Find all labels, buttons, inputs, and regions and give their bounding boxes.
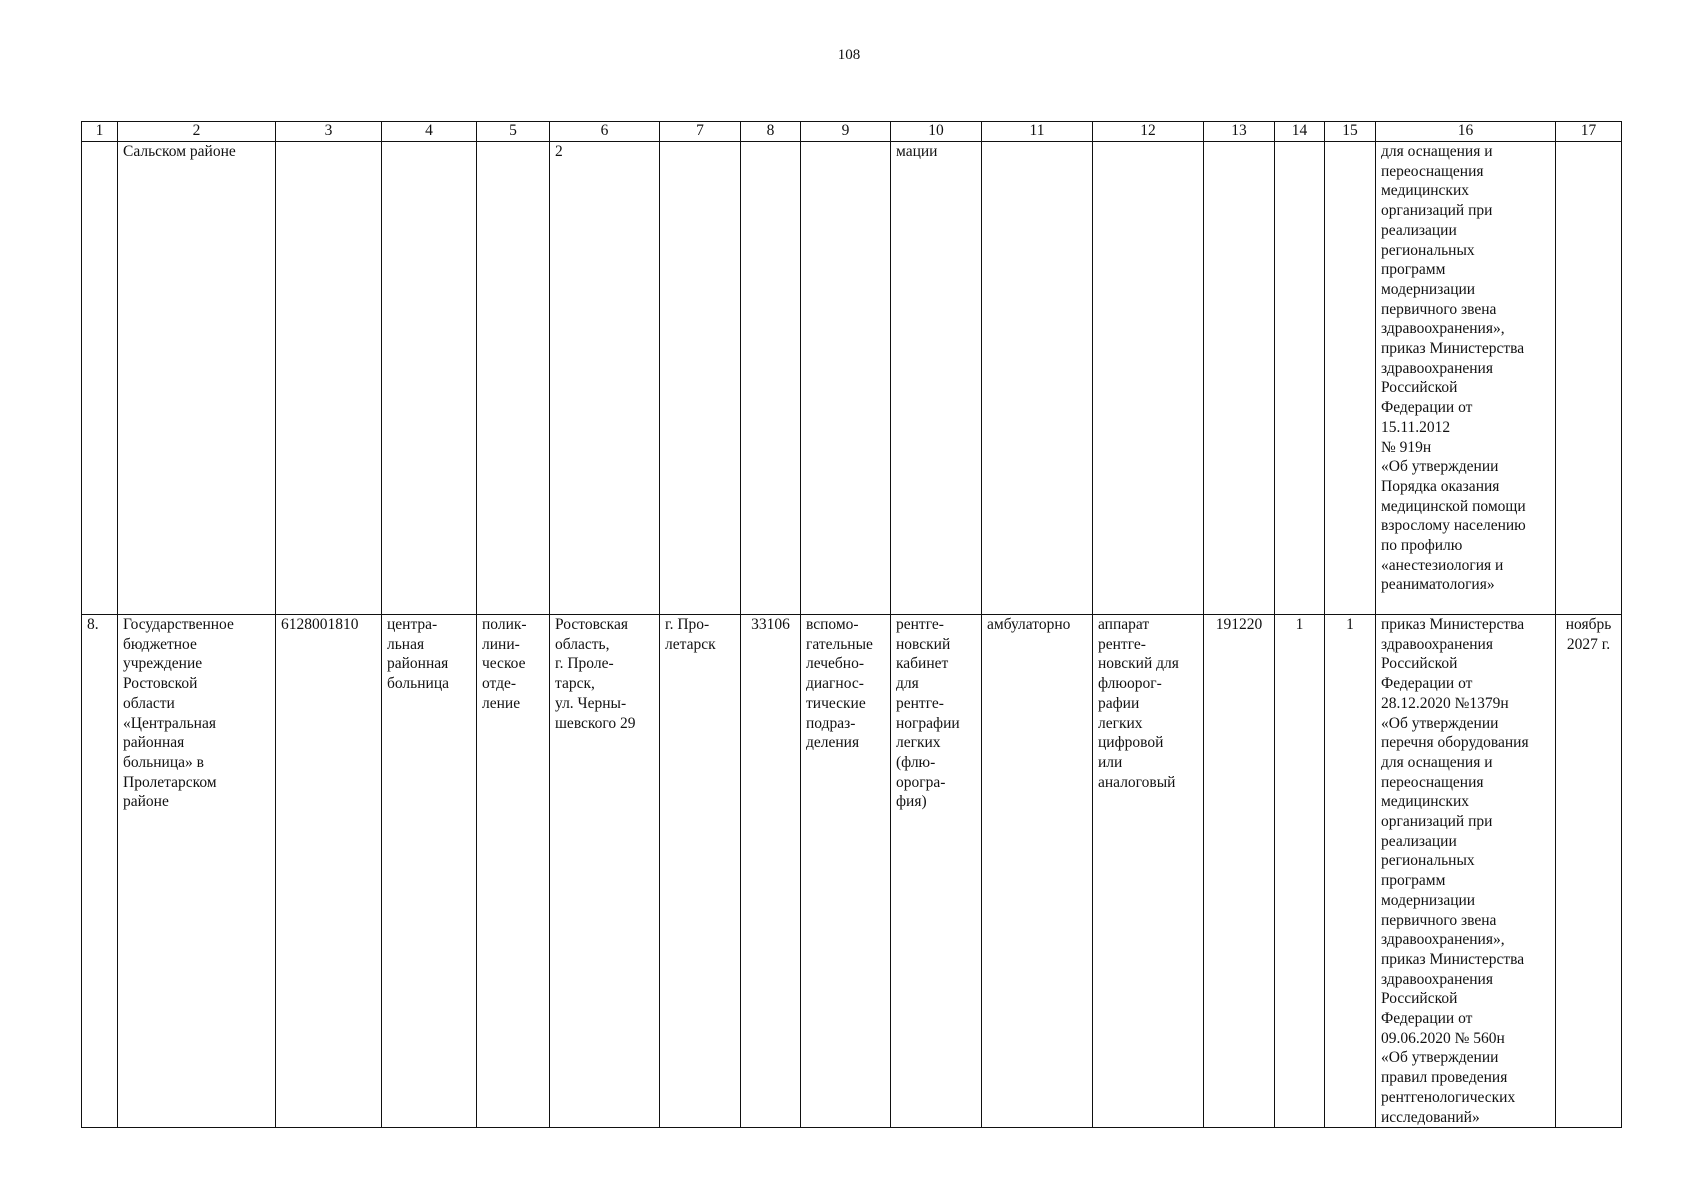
address-cell: Ростовская область, г. Проле- тарск, ул. Черны- шевского 29 — [550, 615, 660, 1128]
column-number: 1 — [82, 122, 118, 142]
code-cell: 33106 — [741, 615, 801, 1128]
unit-category-cell — [801, 142, 891, 615]
row-index-cell — [82, 142, 118, 615]
equipment-code-cell — [1204, 142, 1275, 615]
organization-type-cell: центра- льная районная больница — [382, 615, 477, 1128]
address-cell: 2 — [550, 142, 660, 615]
column-number: 14 — [1275, 122, 1325, 142]
column-number: 4 — [382, 122, 477, 142]
row-index-cell: 8. — [82, 615, 118, 1128]
code-cell — [741, 142, 801, 615]
quantity-cell — [1275, 142, 1325, 615]
locality-cell — [660, 142, 741, 615]
equipment-table — [81, 121, 1622, 1128]
column-number: 6 — [550, 122, 660, 142]
care-form-cell — [982, 142, 1093, 615]
page-number: 108 — [837, 47, 861, 63]
organization-type-cell — [382, 142, 477, 615]
column-number: 2 — [118, 122, 276, 142]
organization-name-cell: Сальском районе — [118, 142, 276, 615]
column-number: 7 — [660, 122, 741, 142]
locality-cell: г. Про- летарск — [660, 615, 741, 1128]
quantity-cell — [1325, 142, 1376, 615]
legal-basis-cell: приказ Министерства здравоохранения Российской Федерации от 28.12.2020 №1379н «Об утверждении перечня оборудования для оснащения и переоснащения медицинских организаций при реализации региональных программ модернизации первичного звена здравоохранения», приказ Министерства здравоохранения Российской Федерации от 09.06.2020 № 560н «Об утверждении правил проведения рентгенологических исследований» — [1376, 615, 1556, 1128]
column-number-row — [82, 122, 1622, 142]
deadline-cell — [1556, 142, 1622, 615]
column-number: 5 — [477, 122, 550, 142]
equipment-name-cell: аппарат рентге- новский для флюорог- рафии легких цифровой или аналоговый — [1093, 615, 1204, 1128]
column-number: 13 — [1204, 122, 1275, 142]
organization-name-cell: Государственное бюджетное учреждение Ростовской области «Центральная районная больница» в Пролетарском районе — [118, 615, 276, 1128]
care-form-cell: амбулаторно — [982, 615, 1093, 1128]
legal-basis-cell: для оснащения и переоснащения медицинских организаций при реализации региональных программ модернизации первичного звена здравоохранения», приказ Министерства здравоохранения Российской Федерации от 15.11.2012 № 919н «Об утверждении Порядка оказания медицинской помощи взрослому населению по профилю «анестезиология и реаниматология» — [1376, 142, 1556, 615]
equipment-name-cell — [1093, 142, 1204, 615]
quantity-cell: 1 — [1325, 615, 1376, 1128]
table-row — [82, 142, 1622, 615]
inn-cell: 6128001810 — [276, 615, 382, 1128]
column-number: 16 — [1376, 122, 1556, 142]
column-number: 3 — [276, 122, 382, 142]
deadline-cell: ноябрь 2027 г. — [1556, 615, 1622, 1128]
room-type-cell: рентге- новский кабинет для рентге- нографии легких (флю- орогра- фия) — [891, 615, 982, 1128]
equipment-code-cell: 191220 — [1204, 615, 1275, 1128]
room-type-cell: мации — [891, 142, 982, 615]
department-cell: полик- лини- ческое отде- ление — [477, 615, 550, 1128]
column-number: 15 — [1325, 122, 1376, 142]
unit-category-cell: вспомо- гательные лечебно- диагнос- тические подраз- деления — [801, 615, 891, 1128]
column-number: 9 — [801, 122, 891, 142]
column-number: 17 — [1556, 122, 1622, 142]
column-number: 11 — [982, 122, 1093, 142]
column-number: 10 — [891, 122, 982, 142]
quantity-cell: 1 — [1275, 615, 1325, 1128]
column-number: 12 — [1093, 122, 1204, 142]
department-cell — [477, 142, 550, 615]
column-number: 8 — [741, 122, 801, 142]
inn-cell — [276, 142, 382, 615]
table-row — [82, 615, 1622, 1128]
